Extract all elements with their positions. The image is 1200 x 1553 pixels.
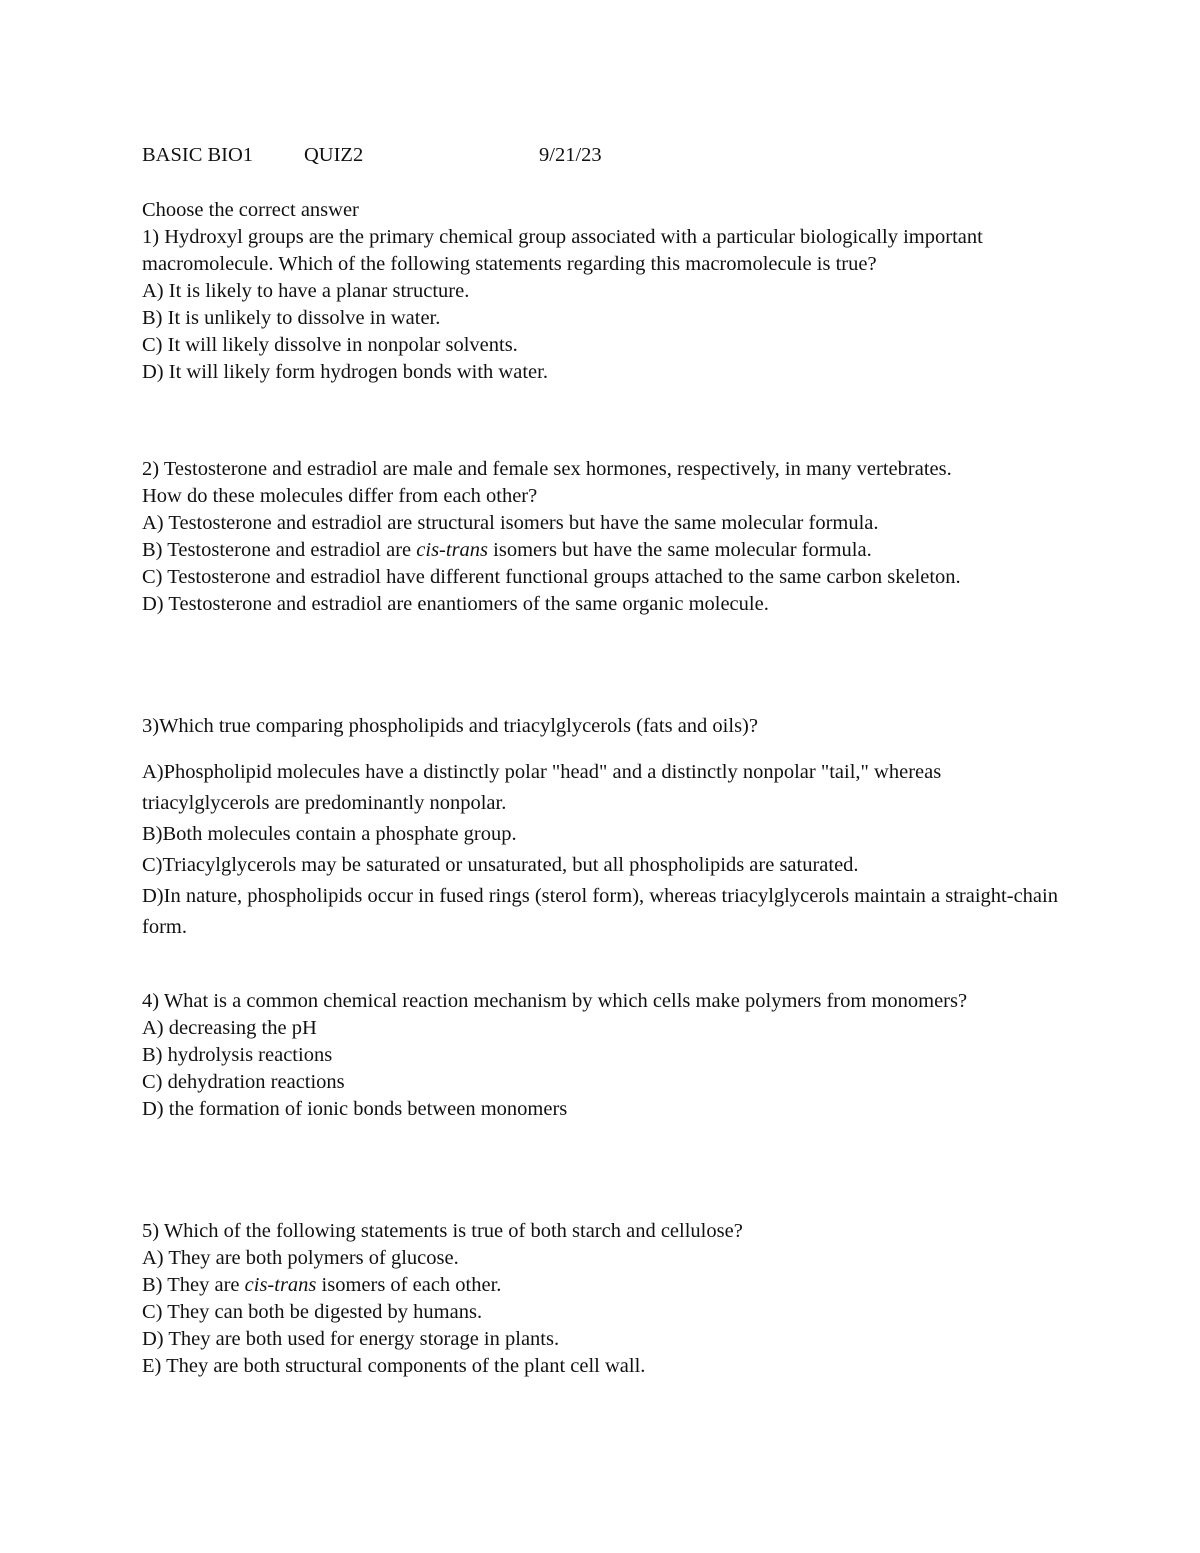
question-4-option-c: C) dehydration reactions <box>142 1071 345 1093</box>
question-2-option-b: B) Testosterone and estradiol are cis-trans isomers but have the same molecular formula. <box>142 539 872 561</box>
question-1-option-b: B) It is unlikely to dissolve in water. <box>142 307 441 329</box>
question-3-block <box>142 713 1082 943</box>
instructions: Choose the correct answer <box>142 199 359 221</box>
question-3-stem: 3)Which true comparing phospholipids and triacylglycerols (fats and oils)? <box>142 715 758 737</box>
question-1-option-a: A) It is likely to have a planar structure. <box>142 280 470 302</box>
question-5-option-d: D) They are both used for energy storage in plants. <box>142 1328 560 1350</box>
question-2-option-a: A) Testosterone and estradiol are structural isomers but have the same molecular formula. <box>142 512 879 534</box>
question-2-block <box>142 456 1082 618</box>
question-3-option-a: A)Phospholipid molecules have a distinctly polar "head" and a distinctly nonpolar "tail," whereas triacylglycerols are predominantly nonpolar. <box>142 761 942 814</box>
question-1-stem: 1) Hydroxyl groups are the primary chemical group associated with a particular biologically important macromolecule. Which of the following statements regarding this macromolecule is true? <box>142 226 983 275</box>
question-1-block <box>142 197 1082 386</box>
question-4-option-a: A) decreasing the pH <box>142 1017 317 1039</box>
question-5-stem: 5) Which of the following statements is true of both starch and cellulose? <box>142 1220 743 1242</box>
question-3-option-d: D)In nature, phospholipids occur in fused rings (sterol form), whereas triacylglycerols maintain a straight-chain form. <box>142 885 1058 938</box>
question-1-option-d: D) It will likely form hydrogen bonds with water. <box>142 361 548 383</box>
quiz-name: QUIZ2 <box>304 144 364 166</box>
quiz-date: 9/21/23 <box>539 144 602 166</box>
question-4-block <box>142 988 1082 1123</box>
question-2-option-c: C) Testosterone and estradiol have different functional groups attached to the same carbon skeleton. <box>142 566 961 588</box>
cis-trans-term: cis-trans <box>244 1274 317 1296</box>
question-5-block <box>142 1218 1082 1380</box>
question-5-option-c: C) They can both be digested by humans. <box>142 1301 483 1323</box>
quiz-header <box>142 142 1082 169</box>
question-4-stem: 4) What is a common chemical reaction mechanism by which cells make polymers from monomers? <box>142 990 968 1012</box>
question-1-option-c: C) It will likely dissolve in nonpolar solvents. <box>142 334 518 356</box>
question-4-option-d: D) the formation of ionic bonds between monomers <box>142 1098 568 1120</box>
question-3-option-b: B)Both molecules contain a phosphate group. <box>142 823 517 845</box>
course-name: BASIC BIO1 <box>142 144 254 166</box>
question-5-option-b: B) They are cis-trans isomers of each other. <box>142 1274 502 1296</box>
question-5-option-e: E) They are both structural components of the plant cell wall. <box>142 1355 646 1377</box>
cis-trans-term: cis-trans <box>416 539 489 561</box>
question-2-stem: 2) Testosterone and estradiol are male and female sex hormones, respectively, in many vertebrates. How do these molecules differ from each other? <box>142 458 952 507</box>
question-3-option-c: C)Triacylglycerols may be saturated or unsaturated, but all phospholipids are saturated. <box>142 854 859 876</box>
question-2-option-d: D) Testosterone and estradiol are enantiomers of the same organic molecule. <box>142 593 769 615</box>
question-4-option-b: B) hydrolysis reactions <box>142 1044 333 1066</box>
question-5-option-a: A) They are both polymers of glucose. <box>142 1247 459 1269</box>
